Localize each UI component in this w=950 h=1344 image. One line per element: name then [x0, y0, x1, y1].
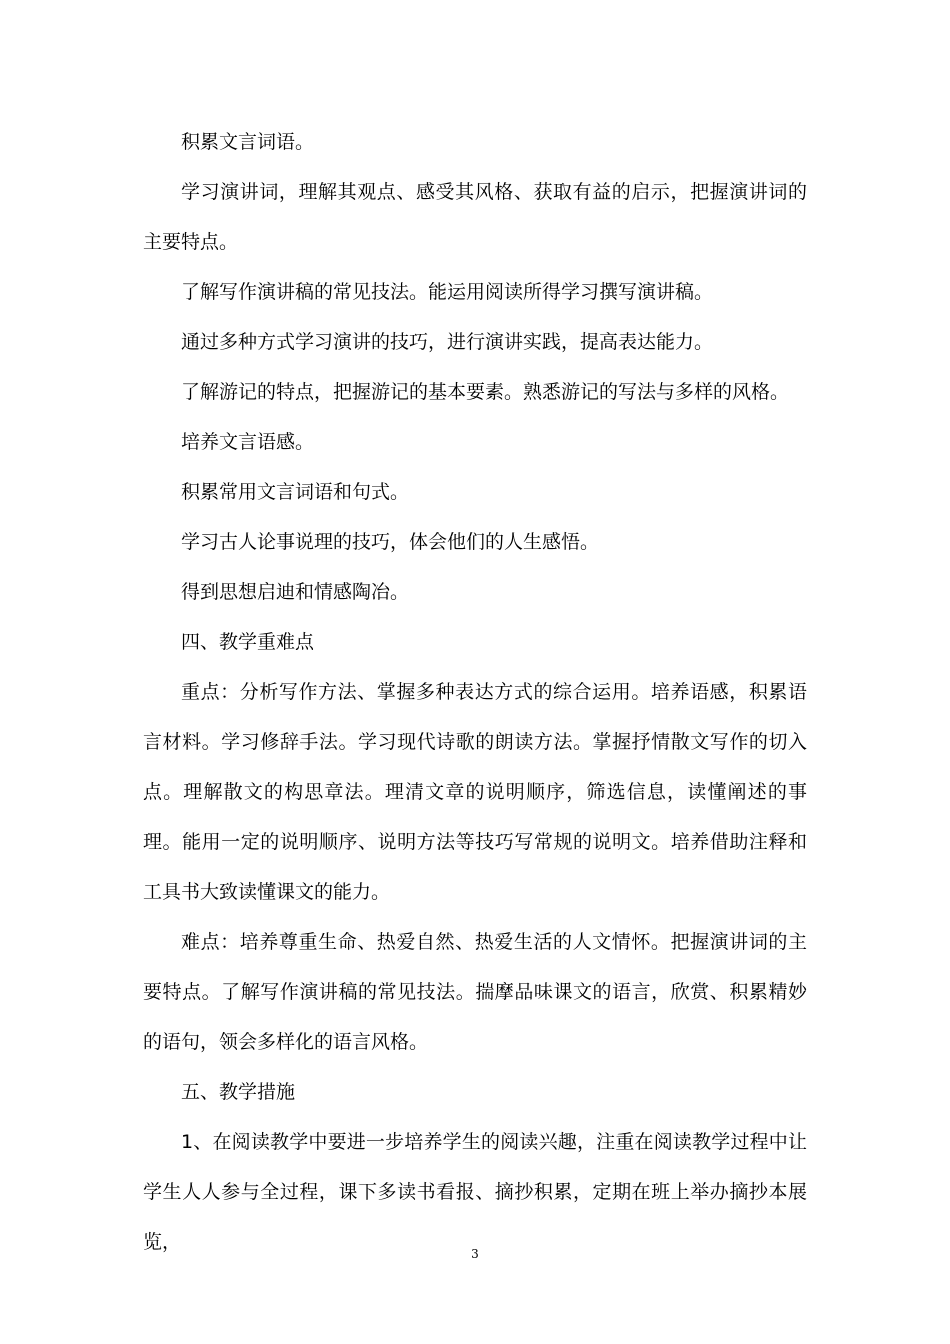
paragraph-key-points: 重点：分析写作方法、掌握多种表达方式的综合运用。培养语感，积累语言材料。学习修辞手法。学习现代诗歌的朗读方法。掌握抒情散文写作的切入点。理解散文的构思章法。理清文章的说明顺序，筛选信息，读懂阐述的事理。能用一定的说明顺序、说明方法等技巧写常规的说明文。培养借助注释和工具书大致读懂课文的能力。 [143, 681, 807, 903]
section-heading-teaching-measures: 五、教学措施 [181, 1081, 296, 1103]
paragraph-accumulate-classical-words: 积累文言词语。 [181, 131, 315, 153]
section-heading-key-difficult-points: 四、教学重难点 [181, 631, 315, 653]
paragraph-difficult-points: 难点：培养尊重生命、热爱自然、热爱生活的人文情怀。把握演讲词的主要特点。了解写作演讲稿的常见技法。揣摩品味课文的语言，欣赏、积累精妙的语句，领会多样化的语言风格。 [143, 931, 807, 1053]
page-number: 3 [471, 1247, 479, 1261]
paragraph-classical-language-sense: 培养文言语感。 [181, 431, 315, 453]
paragraph-speech-writing-techniques: 了解写作演讲稿的常见技法。能运用阅读所得学习撰写演讲稿。 [181, 281, 714, 303]
paragraph-measure-1: 1、在阅读教学中要进一步培养学生的阅读兴趣，注重在阅读教学过程中让学生人人参与全过程，课下多读书看报、摘抄积累，定期在班上举办摘抄本展览， [143, 1131, 807, 1253]
paragraph-learn-speeches: 学习演讲词，理解其观点、感受其风格、获取有益的启示，把握演讲词的主要特点。 [143, 181, 807, 253]
paragraph-travel-notes: 了解游记的特点，把握游记的基本要素。熟悉游记的写法与多样的风格。 [181, 381, 790, 403]
document-body [143, 117, 807, 1267]
paragraph-ancient-reasoning: 学习古人论事说理的技巧，体会他们的人生感悟。 [181, 531, 600, 553]
paragraph-speech-practice: 通过多种方式学习演讲的技巧，进行演讲实践，提高表达能力。 [181, 331, 714, 353]
paragraph-inspiration: 得到思想启迪和情感陶冶。 [181, 581, 410, 603]
paragraph-classical-sentence-patterns: 积累常用文言词语和句式。 [181, 481, 410, 503]
